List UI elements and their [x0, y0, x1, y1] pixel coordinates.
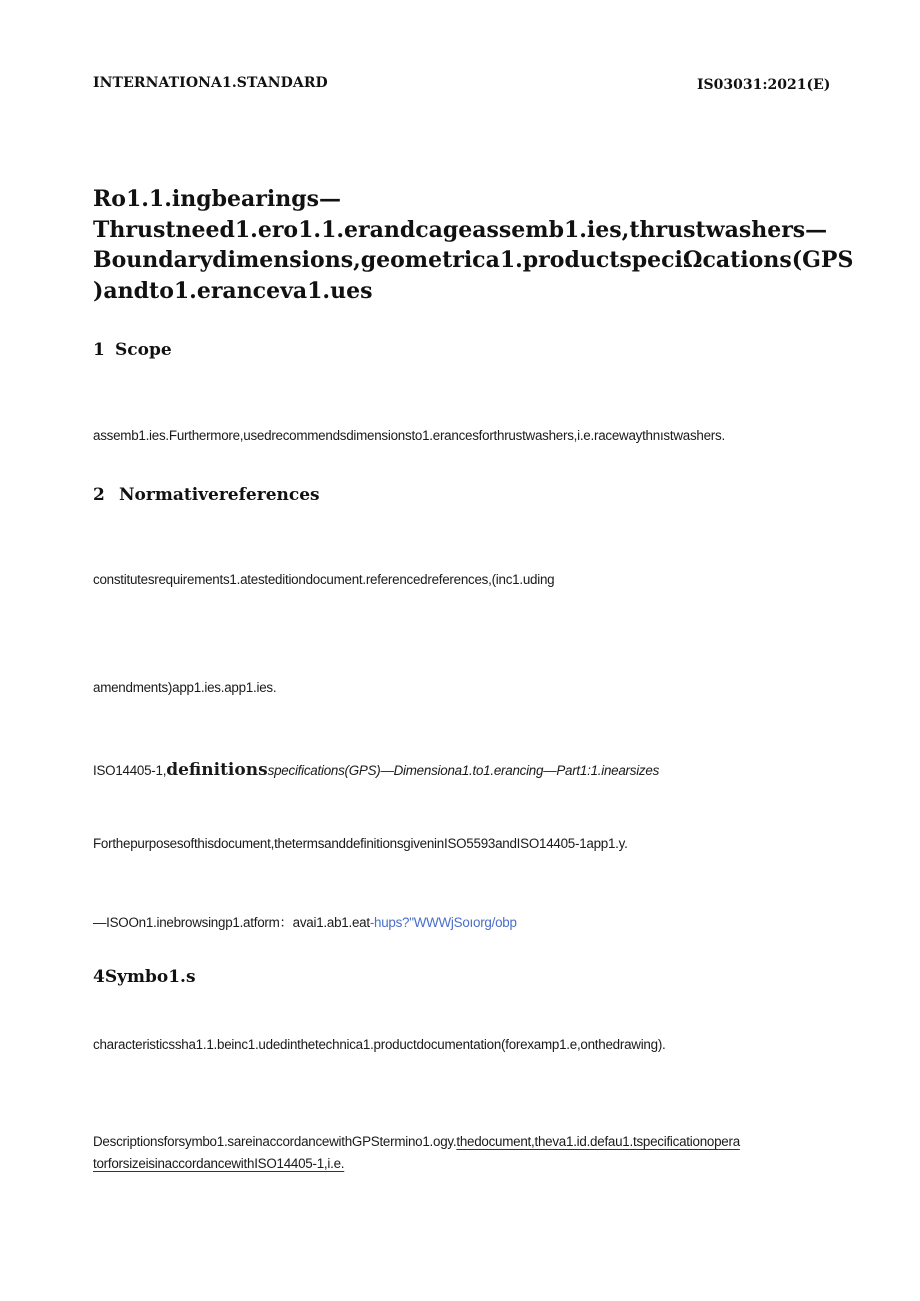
symbols-paragraph-2-underlined-1: thedocument,theva1.id.defau1.tspecificationopera: [456, 1134, 740, 1149]
title-line-3: Boundarydimensions,geometrica1.productspeciΩcations(GPS: [93, 247, 854, 273]
header-document-number: IS03031:2021(E): [697, 77, 831, 93]
document-title: [93, 184, 893, 306]
normative-reference-entry: [93, 760, 659, 780]
symbols-paragraph-2-plain: Descriptionsforsymbo1.sareinaccordancewithGPStermino1.ogy.: [93, 1134, 457, 1149]
section-2-title: Normativereferences: [119, 485, 320, 505]
terms-bullet: [93, 912, 517, 931]
section-1-number: 1: [93, 340, 105, 360]
symbols-paragraph-2-line-1: [93, 1131, 893, 1153]
normative-paragraph-1: constitutesrequirements1.atesteditiondocument.referencedreferences,(inc1.uding: [93, 572, 555, 587]
symbols-paragraph-2-underlined-2: torforsizeisinaccordancewithISO14405-1,i.e.: [93, 1156, 345, 1171]
section-4-heading: 4Symbo1.s: [93, 967, 196, 987]
section-2-number: 2: [93, 485, 105, 505]
section-1-heading: [93, 340, 172, 360]
scope-paragraph: assemb1.ies.Furthermore,usedrecommendsdimensionsto1.erancesforthrustwashers,i.e.racewaythnıstwashers.: [93, 428, 725, 443]
reference-prefix: ISO14405-1,: [93, 763, 167, 778]
section-2-heading: [93, 485, 320, 505]
header-standard-label: INTERNATIONA1.STANDARD: [93, 75, 328, 91]
symbols-paragraph-2: [93, 1131, 893, 1175]
terms-bullet-text: —ISOOn1.inebrowsingp1.atform：avai1.ab1.eat: [93, 915, 370, 930]
section-1-title: Scope: [115, 340, 172, 360]
symbols-paragraph-2-line-2: [93, 1153, 893, 1175]
reference-bold-word: definitions: [166, 760, 268, 780]
reference-italic-title: specifications(GPS)—Dimensiona1.to1.erancing—Part1:1.inearsizes: [267, 763, 660, 778]
terms-paragraph: Forthepurposesofthisdocument,thetermsanddefinitionsgiveninISO5593andISO14405-1app1.y.: [93, 836, 628, 851]
title-line-4: )andto1.eranceva1.ues: [93, 277, 373, 304]
title-line-2: Thrustneed1.ero1.1.erandcageassemb1.ies,thrustwashers—: [93, 216, 828, 243]
obp-link[interactable]: -hups?"WWWjSoıorg/obp: [369, 915, 517, 930]
normative-paragraph-2: amendments)app1.ies.app1.ies.: [93, 680, 277, 695]
title-line-1: Ro1.1.ingbearings—: [93, 186, 341, 212]
symbols-paragraph-1: characteristicssha1.1.beinc1.udedinthetechnica1.productdocumentation(forexamp1.e,onthedrawing).: [93, 1037, 666, 1052]
